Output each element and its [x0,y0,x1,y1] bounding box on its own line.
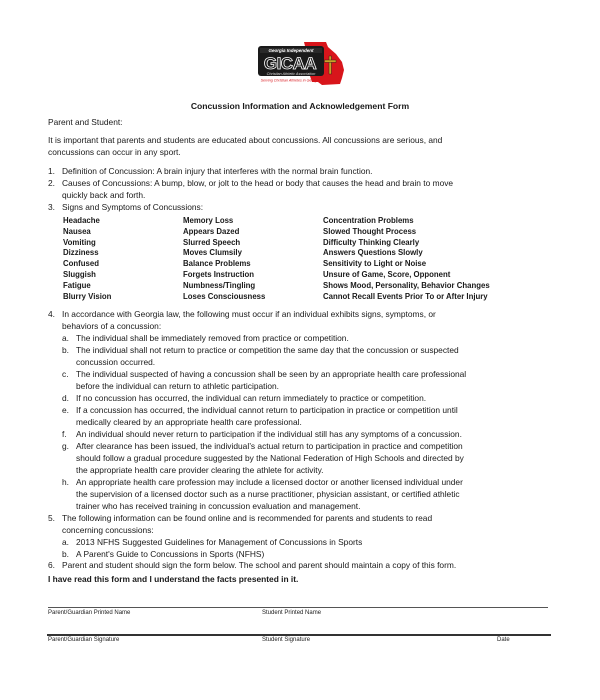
symptom: Fatigue [63,280,91,290]
sub-letter: b. [62,549,69,559]
symptom: Shows Mood, Personality, Behavior Changes [323,280,490,290]
sub-text: trainer who has received training in concussion evaluation and management. [76,500,361,511]
intro-line: It is important that parents and students are educated about concussions. All concussions are serious, and [48,135,443,145]
symptom: Loses Consciousness [183,291,266,301]
symptom: Cannot Recall Events Prior To or After Injury [323,291,488,301]
list-number: 1. [48,166,55,176]
sub-text: the supervision of a licensed doctor such as a nurse practitioner, physician assistant, or certified athletic [76,488,460,499]
sub-letter: d. [62,393,69,403]
symptom: Numbness/Tingling [183,280,256,290]
symptom: Headache [63,216,100,225]
student-signature-label: Student Signature [262,637,311,643]
sub-letter: e. [62,405,69,415]
symptom: Memory Loss [183,216,234,225]
list-number: 5. [48,513,55,523]
list-text: concerning concussions: [62,524,154,535]
list-number: 6. [48,560,55,570]
svg-text:Georgia Independent: Georgia Independent [268,48,314,53]
sub-text: 2013 NFHS Suggested Guidelines for Management of Concussions in Sports [76,537,363,547]
list-text: The following information can be found online and is recommended for parents and students to read [62,513,433,523]
sub-letter: b. [62,345,69,355]
list-text: In accordance with Georgia law, the following must occur if an individual exhibits signs, symptoms, or [62,309,436,319]
sub-text: If no concussion has occurred, the individual can return immediately to practice or competition. [76,393,427,403]
list-text: Definition of Concussion: A brain injury that interferes with the normal brain function. [62,166,373,176]
list-number: 4. [48,309,55,319]
printed-name-signature-line[interactable] [48,607,548,608]
svg-text:Christian Athletic Association: Christian Athletic Association [266,72,316,76]
list-text: Signs and Symptoms of Concussions: [62,202,204,212]
sub-letter: a. [62,333,69,343]
symptom: Sluggish [63,269,96,279]
symptom: Sensitivity to Light or Noise [323,259,427,269]
salutation: Parent and Student: [48,117,123,127]
sub-text: A Parent's Guide to Concussions in Sports (NFHS) [76,549,265,559]
sub-letter: a. [62,537,69,547]
date-label: Date [497,637,510,643]
symptom: Concentration Problems [323,216,414,225]
parent-printed-name-label: Parent/Guardian Printed Name [48,610,131,616]
georgia-map-logo-icon [252,38,352,90]
sub-text: the appropriate health care provider clearing the athlete for activity. [76,464,324,475]
symptom: Moves Clumsily [183,248,242,258]
sub-letter: f. [62,429,67,439]
sub-text: After clearance has been issued, the individual’s actual return to participation in practice and competition [76,441,463,451]
intro-line: concussions can occur in any sport. [48,146,181,157]
symptoms-column-3 [323,216,490,302]
symptom: Blurry Vision [63,291,112,301]
list-text: quickly back and forth. [62,189,146,200]
student-printed-name-label: Student Printed Name [262,610,322,616]
symptoms-column-2 [183,216,265,302]
symptom: Slurred Speech [183,237,241,247]
parent-signature-label: Parent/Guardian Signature [48,637,120,643]
sub-text: The individual shall not return to practice or competition the same day that the concussion or suspected [76,345,459,355]
list-number: 2. [48,178,55,188]
symptom: Unsure of Game, Score, Opponent [323,269,451,279]
symptom: Confused [63,259,99,269]
sub-text: should follow a gradual procedure suggested by the National Federation of High Schools and directed by [76,452,464,463]
sub-letter: g. [62,441,69,451]
gicaa-logo [252,38,352,90]
symptom: Dizziness [63,248,99,258]
sub-text: An individual should never return to participation if the individual still has any symptoms of a concussion. [76,429,462,439]
symptom: Vomiting [63,237,96,247]
svg-text:GICAA: GICAA [263,54,317,73]
sub-letter: c. [62,369,69,379]
sub-text: An appropriate health care profession may include a licensed doctor or another licensed individual under [76,477,463,487]
sub-text: concussion occurred. [76,356,156,367]
intro-paragraph [48,135,442,159]
symptom: Answers Questions Slowly [323,248,423,258]
sub-text: medically cleared by an appropriate health care professional. [76,416,302,427]
symptom: Nausea [63,226,91,236]
form-title: Concussion Information and Acknowledgement Form [190,101,410,111]
symptom: Difficulty Thinking Clearly [323,237,420,247]
list-text: Causes of Concussions: A bump, blow, or jolt to the head or body that causes the head and brain to move [62,178,454,188]
list-text: behaviors of a concussion: [62,320,162,331]
svg-text:Serving Christian Athletes in: Serving Christian Athletes in Georgia [260,78,320,83]
symptom: Balance Problems [183,259,251,269]
symptom: Forgets Instruction [183,269,255,279]
sub-text: If a concussion has occurred, the individual cannot return to participation in practice or competition until [76,405,458,415]
sub-text: before the individual can return to athletic participation. [76,380,279,391]
sub-letter: h. [62,477,69,487]
list-text: Parent and student should sign the form below. The school and parent should maintain a copy of this form. [62,560,457,570]
sub-text: The individual shall be immediately removed from practice or competition. [76,333,349,343]
signature-line[interactable] [47,634,551,636]
symptom: Appears Dazed [183,226,240,236]
list-number: 3. [48,202,55,212]
symptom: Slowed Thought Process [323,226,417,236]
sub-text: The individual suspected of having a concussion shall be seen by an appropriate health care professional [76,369,467,379]
symptoms-column-1 [63,216,111,302]
acknowledgement-statement: I have read this form and I understand the facts presented in it. [48,574,299,584]
